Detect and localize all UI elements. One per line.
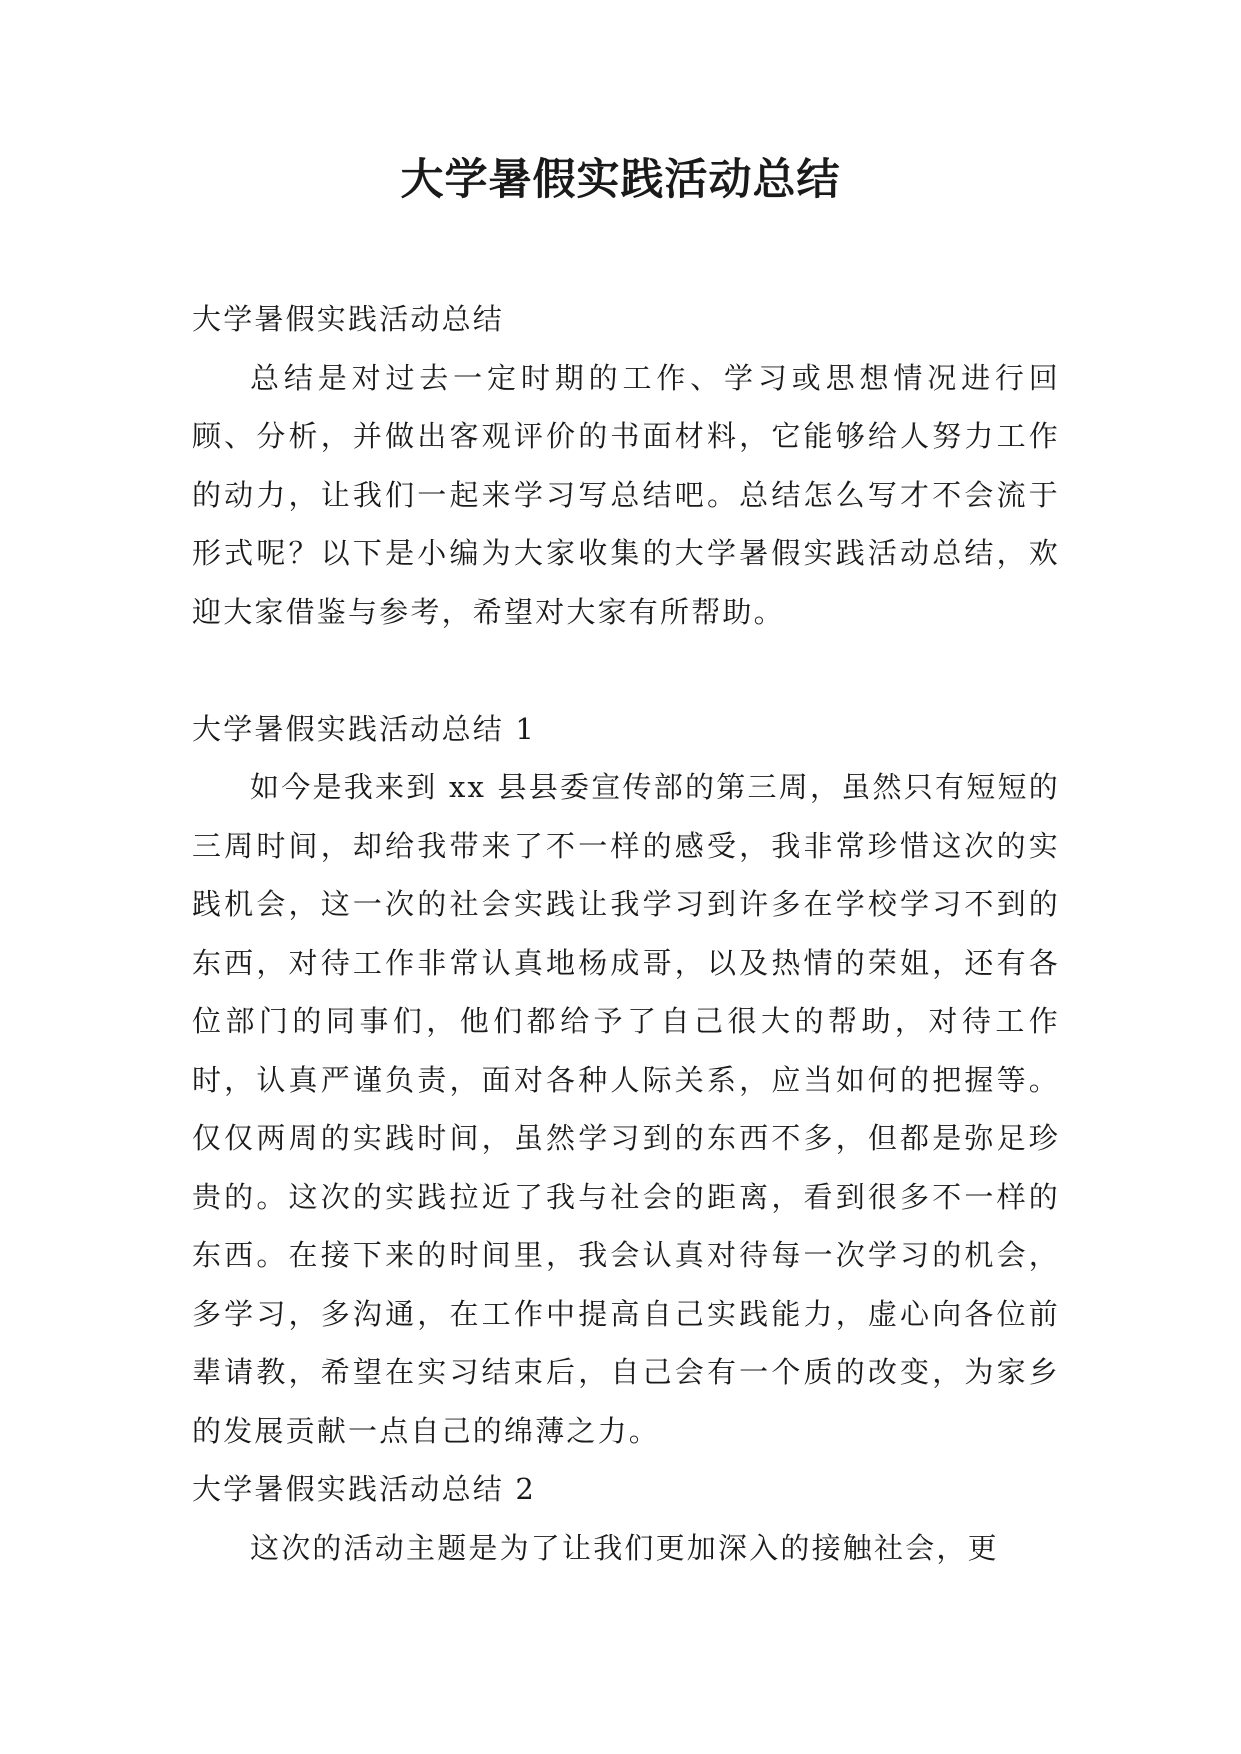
section-heading-1: 大学暑假实践活动总结 1	[192, 711, 537, 746]
section-paragraph-2: 这次的活动主题是为了让我们更加深入的接触社会，更	[250, 1530, 999, 1565]
section-heading-intro: 大学暑假实践活动总结	[192, 302, 505, 336]
document-body	[192, 290, 1060, 1577]
section-heading-2: 大学暑假实践活动总结 2	[192, 1472, 537, 1506]
section-spacer	[192, 641, 1060, 700]
document-title: 大学暑假实践活动总结	[400, 155, 841, 205]
section-paragraph-1: 如今是我来到 xx 县县委宣传部的第三周，虽然只有短短的三周时间，却给我带来了不一样的感受，我非常珍惜这次的实践机会，这一次的社会实践让我学习到许多在学校学习不到的东西，对待工作非常认真地杨成哥，以及热情的荣姐，还有各位部门的同事们，他们都给予了自己很大的帮助，对待工作时，认真严谨负责，面对各种人际关系，应当如何的把握等。仅仅两周的实践时间，虽然学习到的东西不多，但都是弥足珍贵的。这次的实践拉近了我与社会的距离，看到很多不一样的东西。在接下来的时间里，我会认真对待每一次学习的机会，多学习，多沟通，在工作中提高自己实践能力，虚心向各位前辈请教，希望在实习结束后，自己会有一个质的改变，为家乡的发展贡献一点自己的绵薄之力。	[192, 770, 1060, 1448]
section-paragraph-intro: 总结是对过去一定时期的工作、学习或思想情况进行回顾、分析，并做出客观评价的书面材料，它能够给人努力工作的动力，让我们一起来学习写总结吧。总结怎么写才不会流于形式呢？以下是小编为大家收集的大学暑假实践活动总结，欢迎大家借鉴与参考，希望对大家有所帮助。	[192, 360, 1060, 629]
